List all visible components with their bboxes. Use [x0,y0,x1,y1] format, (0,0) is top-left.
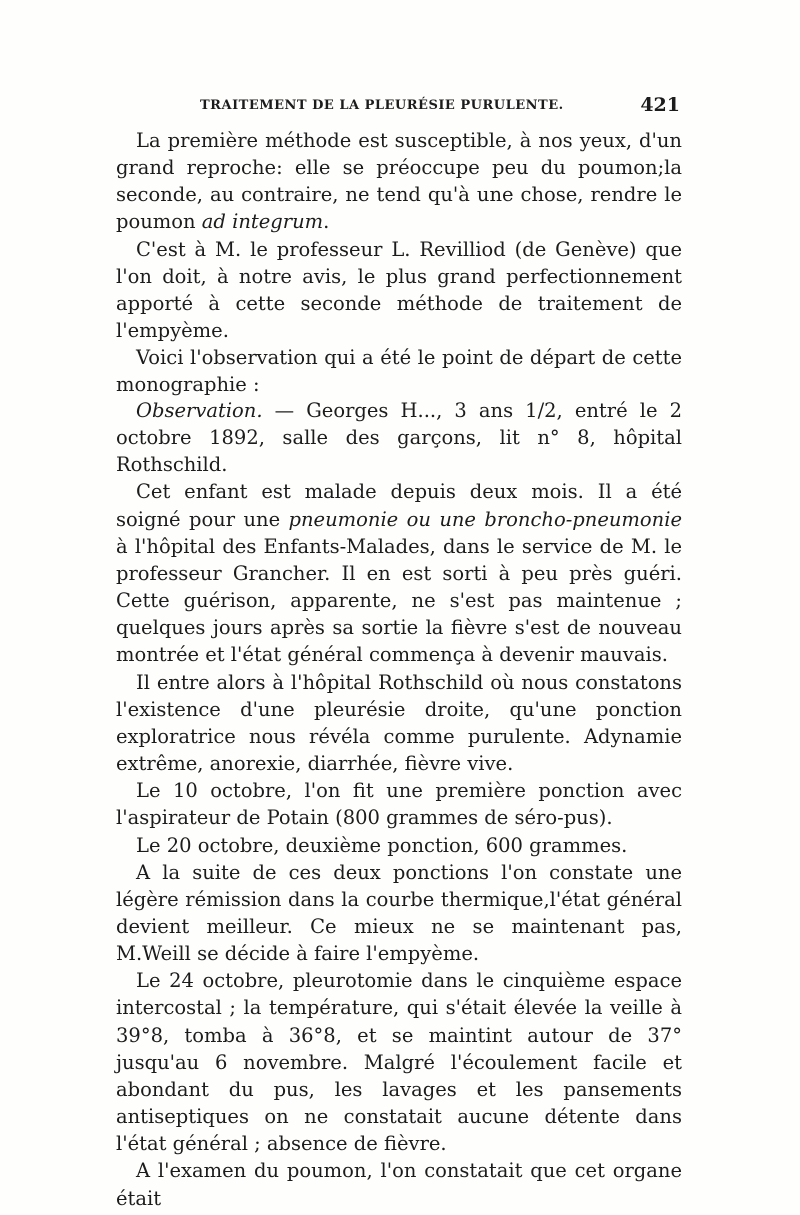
observation-text [116,397,682,1212]
paragraph: Le 20 octobre, deuxième ponction, 600 grammes. [136,833,628,857]
running-header [116,94,684,122]
intro-text [116,127,682,399]
paragraph: A l'examen du poumon, l'on constatait que cet organe était [116,1159,682,1210]
running-title: TRAITEMENT DE LA PLEURÉSIE PURULENTE. [200,98,564,113]
paragraph: Il entre alors à l'hôpital Rothschild où nous constatons l'existence d'une pleurésie droite, qu'une ponction exploratrice nous révéla comme purulente. Adynamie extrême, anorexie, diarrhée, fièvre vive. [116,670,682,776]
paragraph-text: Cet enfant est malade depuis deux mois. Il a été soigné pour une [116,480,682,531]
paragraph: A la suite de ces deux ponctions l'on constate une légère rémission dans la courbe thermique,l'état général devient meilleur. Ce mieux ne se maintenant pas, M.Weill se décide à faire l'empyème. [116,860,682,966]
observation-heading-paragraph [116,397,682,478]
observation-lead: — Georges H..., 3 ans 1/2, entré le 2 octobre 1892, salle des garçons, lit n° 8, hôpital Rothschild. [116,399,682,477]
italic-phrase: pneumonie ou une broncho-pneumonie [288,507,682,531]
paragraph: C'est à M. le professeur L. Revilliod (de Genève) que l'on doit, à notre avis, le plus grand perfectionnement apporté à cette seconde méthode de traitement de l'empyème. [116,237,682,343]
paragraph [116,127,682,236]
paragraph: Voici l'observation qui a été le point de départ de cette monographie : [116,346,682,397]
paragraph [116,478,682,668]
observation-label: Observation. [136,399,263,422]
paragraph-text: à l'hôpital des Enfants-Malades, dans le service de M. le professeur Grancher. Il en est sorti à peu près guéri. Cette guérison, apparente, ne s'est pas maintenue ; quelques jours après sa sortie la fièvre s'est de nouveau montrée et l'état général commença à devenir mauvais. [116,534,682,667]
italic-phrase: ad integrum [201,210,324,234]
paragraph: Le 10 octobre, l'on fit une première ponction avec l'aspirateur de Potain (800 grammes de séro-pus). [116,779,682,830]
paragraph-text: La première méthode est susceptible, à nos yeux, d'un grand reproche: elle se préoccupe peu du poumon;la seconde, au contraire, ne tend qu'à une chose, rendre le poumon [116,129,682,234]
paragraph: Le 24 octobre, pleurotomie dans le cinquième espace intercostal ; la température, qui s'était élevée la veille à 39°8, tomba à 36°8, et se maintint autour de 37° jusqu'au 6 novembre. Malgré l'écoulement facile et abondant du pus, les lavages et les pansements antiseptiques on ne constatait aucune détente dans l'état général ; absence de fièvre. [116,969,682,1156]
paragraph-end: . [323,210,330,234]
page-number: 421 [640,94,680,116]
